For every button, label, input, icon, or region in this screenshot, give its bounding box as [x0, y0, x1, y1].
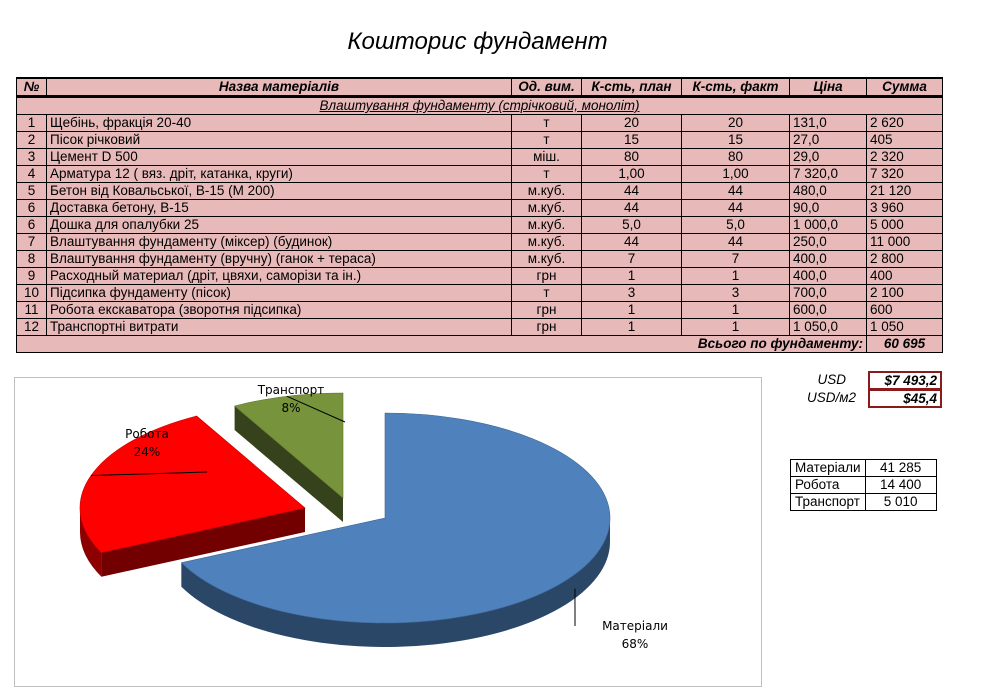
cell-plan: 80 — [582, 149, 682, 166]
cell-name: Цемент D 500 — [47, 149, 512, 166]
cell-fact: 20 — [682, 115, 790, 132]
cell-plan: 44 — [582, 234, 682, 251]
cell-no: 6 — [17, 200, 47, 217]
cell-plan: 1 — [582, 268, 682, 285]
cell-name: Арматура 12 ( вяз. дріт, катанка, круги) — [47, 166, 512, 183]
cell-fact: 5,0 — [682, 217, 790, 234]
cell-price: 1 050,0 — [790, 319, 867, 336]
col-header-name: Назва матеріалів — [47, 78, 512, 97]
table-row — [17, 268, 943, 285]
cell-sum: 11 000 — [867, 234, 943, 251]
cell-plan: 44 — [582, 183, 682, 200]
cell-unit: грн — [512, 319, 582, 336]
cell-fact: 1 — [682, 319, 790, 336]
cell-name: Транспортні витрати — [47, 319, 512, 336]
cell-sum: 2 100 — [867, 285, 943, 302]
cell-sum: 7 320 — [867, 166, 943, 183]
cell-plan: 15 — [582, 132, 682, 149]
table-row — [17, 234, 943, 251]
summary-label: Транспорт — [791, 494, 866, 511]
cell-fact: 1,00 — [682, 166, 790, 183]
cell-no: 1 — [17, 115, 47, 132]
cell-fact: 80 — [682, 149, 790, 166]
cell-sum: 2 800 — [867, 251, 943, 268]
cell-price: 27,0 — [790, 132, 867, 149]
cell-name: Бетон від Ковальської, В-15 (М 200) — [47, 183, 512, 200]
summary-row — [791, 494, 937, 511]
cell-unit: грн — [512, 302, 582, 319]
table-row — [17, 302, 943, 319]
cell-fact: 15 — [682, 132, 790, 149]
cell-no: 3 — [17, 149, 47, 166]
col-header-no: № — [17, 78, 47, 97]
cell-price: 250,0 — [790, 234, 867, 251]
cell-price: 400,0 — [790, 268, 867, 285]
page-title: Кошторис фундамент — [347, 28, 608, 55]
cell-unit: міш. — [512, 149, 582, 166]
data-label-percent: 68% — [621, 637, 649, 651]
cell-fact: 1 — [682, 268, 790, 285]
table-row — [17, 149, 943, 166]
pie-chart — [14, 377, 762, 687]
table-row — [17, 319, 943, 336]
cell-fact: 44 — [682, 183, 790, 200]
cell-sum: 2 620 — [867, 115, 943, 132]
col-header-fact: К-сть, факт — [682, 78, 790, 97]
cell-unit: т — [512, 132, 582, 149]
total-value: 60 695 — [867, 336, 943, 353]
cell-name: Влаштування фундаменту (міксер) (будинок) — [47, 234, 512, 251]
cell-name: Влаштування фундаменту (вручну) (ганок + тераса) — [47, 251, 512, 268]
usd-m2-label: USD/м2 — [806, 390, 856, 405]
table-row — [17, 132, 943, 149]
summary-value: 41 285 — [865, 460, 936, 477]
cell-unit: м.куб. — [512, 183, 582, 200]
data-label-name: Транспорт — [257, 383, 325, 397]
cell-price: 7 320,0 — [790, 166, 867, 183]
cell-fact: 44 — [682, 200, 790, 217]
col-header-plan: К-сть, план — [582, 78, 682, 97]
summary-label: Робота — [791, 477, 866, 494]
cell-price: 400,0 — [790, 251, 867, 268]
table-row — [17, 200, 943, 217]
summary-label: Матеріали — [791, 460, 866, 477]
cell-unit: м.куб. — [512, 234, 582, 251]
cell-price: 480,0 — [790, 183, 867, 200]
col-header-unit: Од. вим. — [512, 78, 582, 97]
cell-no: 12 — [17, 319, 47, 336]
col-header-price: Ціна — [790, 78, 867, 97]
estimate-table — [16, 77, 943, 353]
data-label-name: Матеріали — [602, 619, 668, 633]
cell-no: 6 — [17, 217, 47, 234]
table-row — [17, 285, 943, 302]
cell-price: 700,0 — [790, 285, 867, 302]
table-row — [17, 183, 943, 200]
cell-fact: 7 — [682, 251, 790, 268]
cell-price: 29,0 — [790, 149, 867, 166]
cell-no: 9 — [17, 268, 47, 285]
cell-no: 4 — [17, 166, 47, 183]
cell-name: Дошка для опалубки 25 — [47, 217, 512, 234]
header-row — [17, 78, 943, 97]
cell-name: Робота екскаватора (зворотня підсипка) — [47, 302, 512, 319]
cell-plan: 20 — [582, 115, 682, 132]
usd-value: $7 493,2 — [868, 371, 942, 390]
total-row — [17, 336, 943, 353]
cell-sum: 5 000 — [867, 217, 943, 234]
cell-plan: 5,0 — [582, 217, 682, 234]
summary-row — [791, 477, 937, 494]
cell-no: 5 — [17, 183, 47, 200]
data-label-name: Робота — [125, 427, 169, 441]
cell-unit: м.куб. — [512, 251, 582, 268]
usd-m2-value: $45,4 — [868, 389, 942, 408]
summary-value: 14 400 — [865, 477, 936, 494]
cell-sum: 2 320 — [867, 149, 943, 166]
cell-plan: 1 — [582, 302, 682, 319]
cell-no: 11 — [17, 302, 47, 319]
table-row — [17, 166, 943, 183]
cell-price: 90,0 — [790, 200, 867, 217]
cell-price: 600,0 — [790, 302, 867, 319]
table-row — [17, 217, 943, 234]
pie-chart-svg — [15, 378, 763, 688]
cell-unit: т — [512, 285, 582, 302]
cell-unit: т — [512, 115, 582, 132]
cell-sum: 405 — [867, 132, 943, 149]
usd-label: USD — [817, 372, 846, 387]
cell-name: Пісок річковий — [47, 132, 512, 149]
table-row — [17, 251, 943, 268]
cell-price: 131,0 — [790, 115, 867, 132]
table-row — [17, 115, 943, 132]
cell-price: 1 000,0 — [790, 217, 867, 234]
cell-unit: м.куб. — [512, 217, 582, 234]
cell-plan: 1,00 — [582, 166, 682, 183]
cell-plan: 3 — [582, 285, 682, 302]
cell-sum: 400 — [867, 268, 943, 285]
cell-plan: 1 — [582, 319, 682, 336]
cell-sum: 3 960 — [867, 200, 943, 217]
cell-unit: м.куб. — [512, 200, 582, 217]
summary-value: 5 010 — [865, 494, 936, 511]
cell-name: Доставка бетону, В-15 — [47, 200, 512, 217]
cell-name: Щебінь, фракція 20-40 — [47, 115, 512, 132]
data-label-percent: 24% — [133, 445, 161, 459]
cell-no: 10 — [17, 285, 47, 302]
data-label-percent: 8% — [281, 401, 301, 415]
cell-plan: 7 — [582, 251, 682, 268]
summary-table — [790, 459, 937, 511]
cell-unit: т — [512, 166, 582, 183]
col-header-sum: Сумма — [867, 78, 943, 97]
cell-sum: 21 120 — [867, 183, 943, 200]
section-row — [17, 97, 943, 115]
cell-fact: 1 — [682, 302, 790, 319]
cell-name: Підсипка фундаменту (пісок) — [47, 285, 512, 302]
cell-fact: 44 — [682, 234, 790, 251]
section-title: Влаштування фундаменту (стрічковий, моноліт) — [17, 97, 943, 115]
cell-sum: 600 — [867, 302, 943, 319]
cell-fact: 3 — [682, 285, 790, 302]
cell-no: 7 — [17, 234, 47, 251]
cell-unit: грн — [512, 268, 582, 285]
summary-row — [791, 460, 937, 477]
cell-no: 8 — [17, 251, 47, 268]
cell-name: Расходный материал (дріт, цвяхи, саморізи та ін.) — [47, 268, 512, 285]
cell-plan: 44 — [582, 200, 682, 217]
cell-sum: 1 050 — [867, 319, 943, 336]
total-label: Всього по фундаменту: — [17, 336, 867, 353]
cell-no: 2 — [17, 132, 47, 149]
